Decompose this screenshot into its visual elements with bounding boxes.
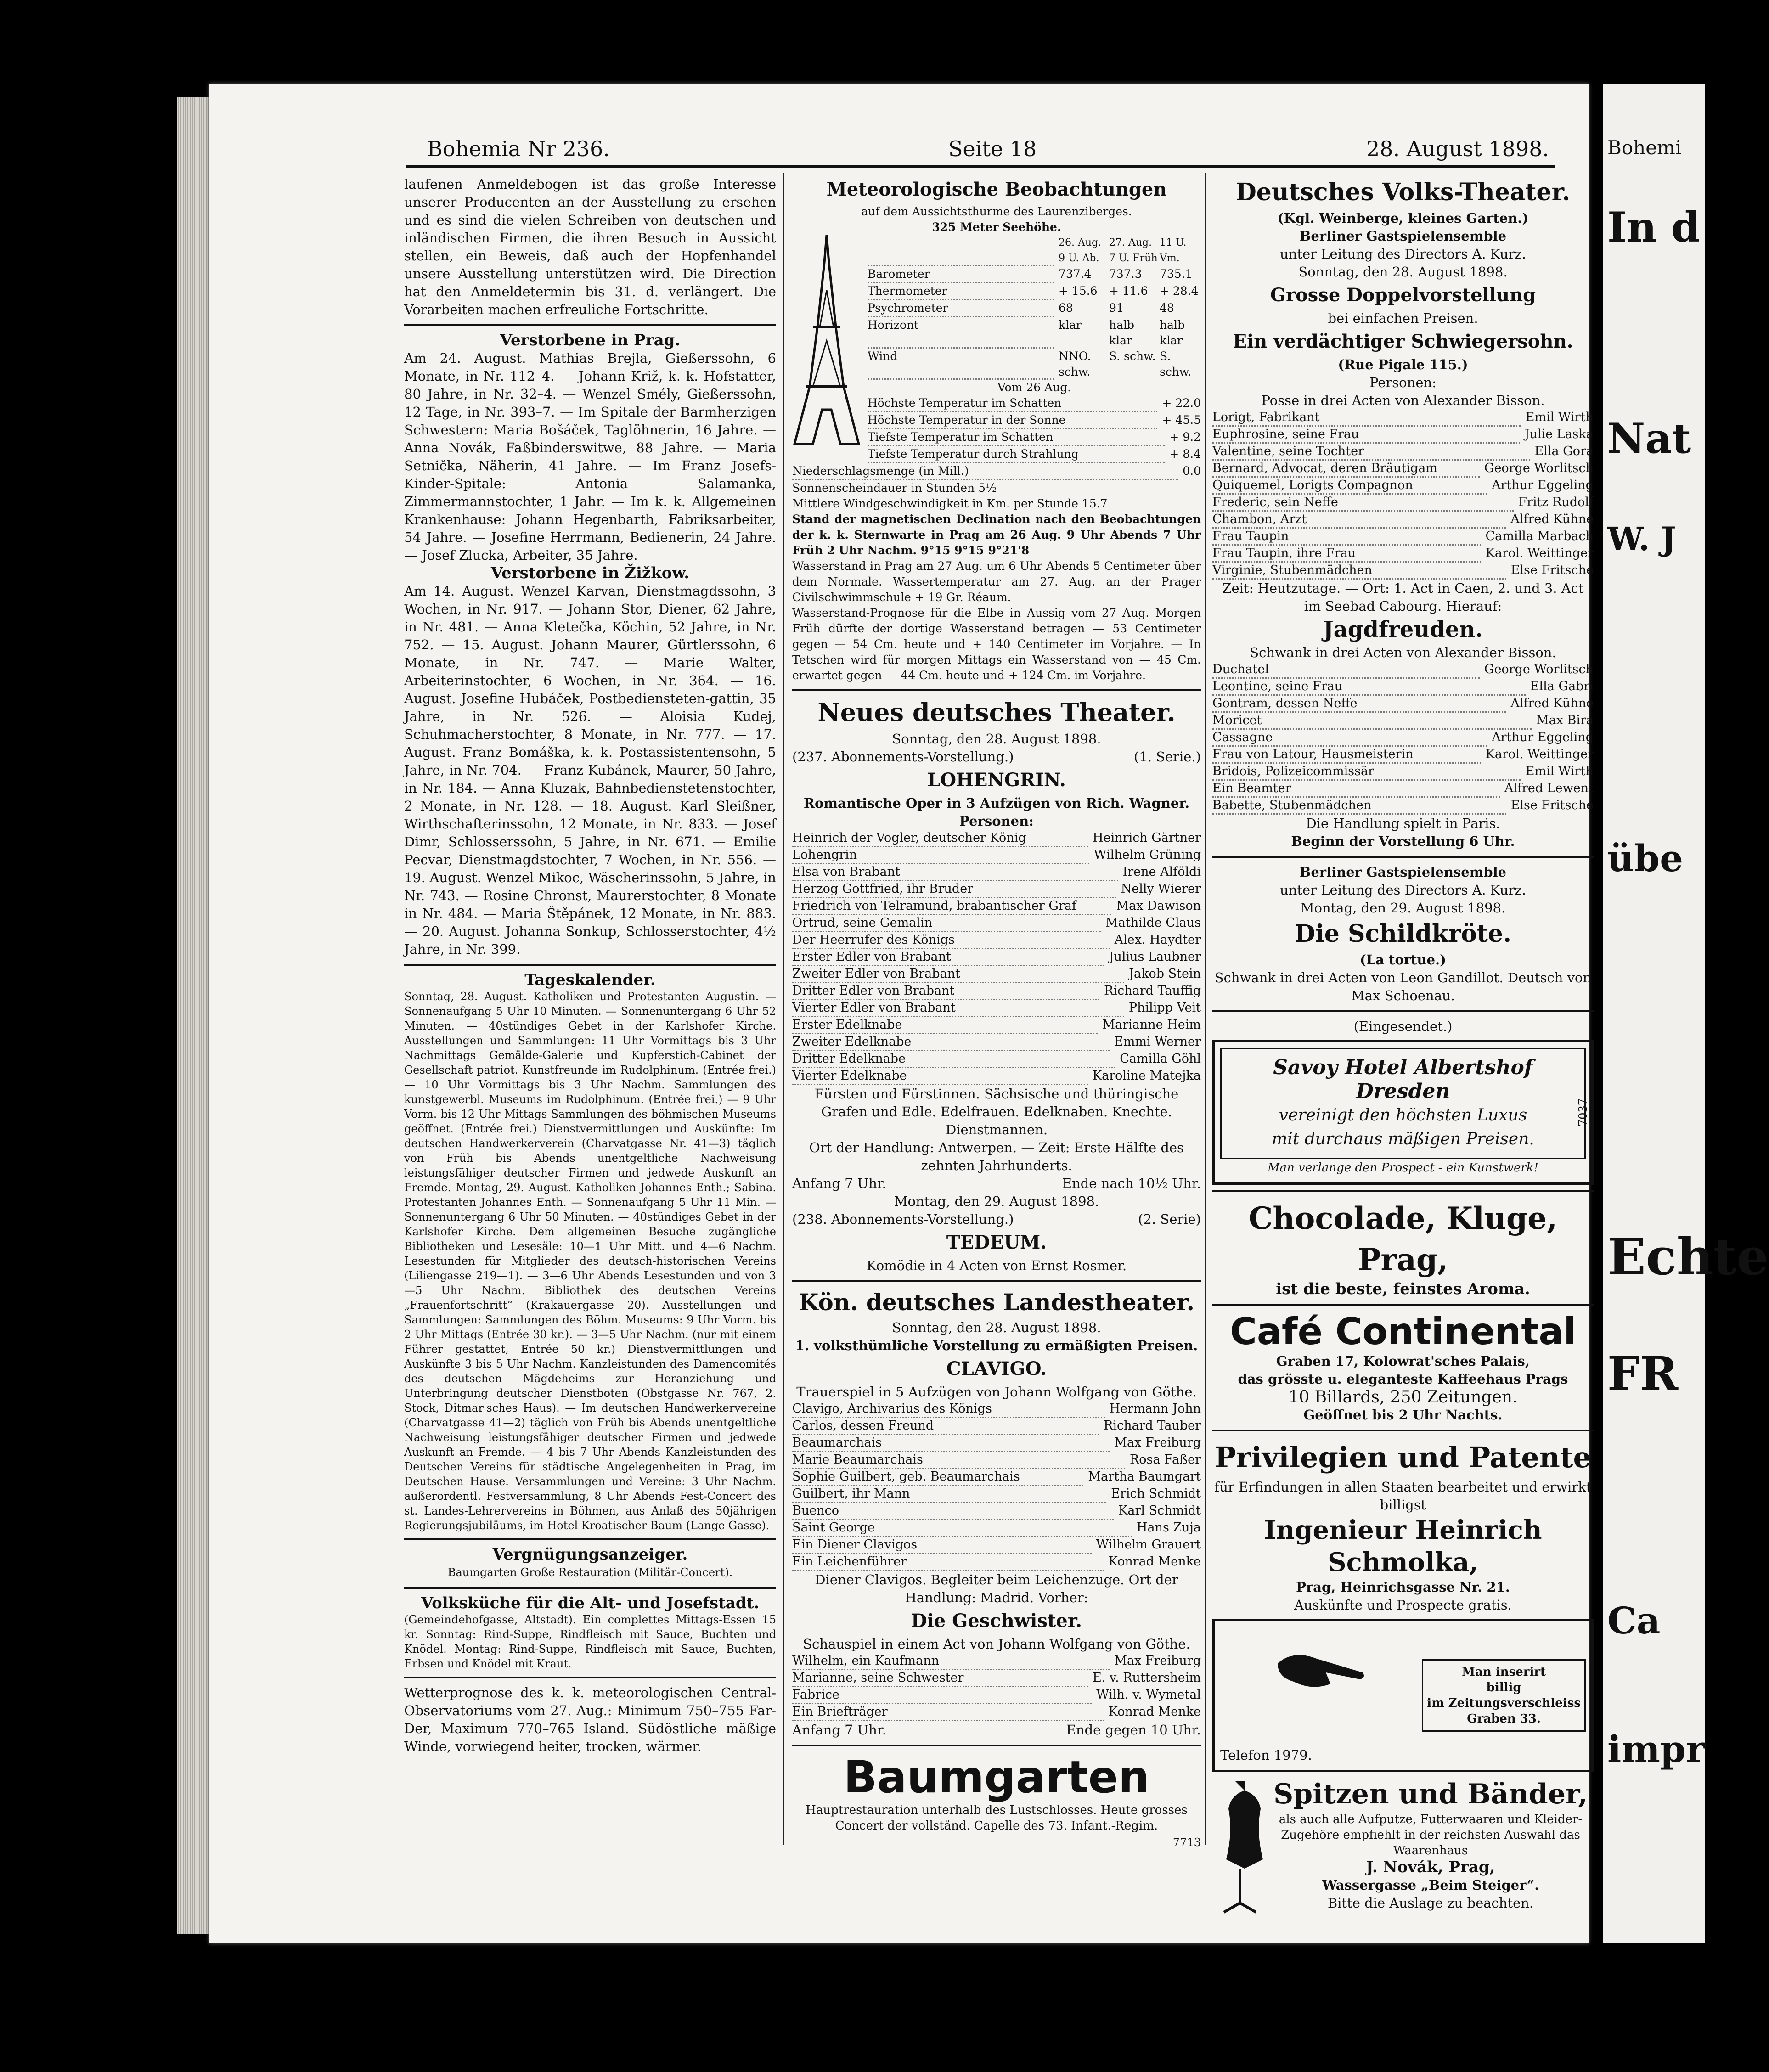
deaths-prag-text: Am 24. August. Mathias Brejla, Gießerssohn, 6 Monate, in Nr. 112–4. — Johann Križ, k. k. Hofstatter, 80 Jahre, in Nr. 32–4. — Wenzel Smély, Gießerssohn, 12 Tage, in Nr. 393–7. — Im Spitale der Barmherzigen Schwestern: Maria Bošáček, Taglöhnerin, 16 Jahre. — Anna Novák, Faßbinderswitwe, 88 Jahre. — Maria Setnička, Näherin, 41 Jahre. — Im Franz Josefs-Kinder-Spitale: Antonia Salamanka, Zimmermannstochter, 1 Jahr. — Im k. k. Allgemeinen Krankenhause: Johann Hegenbarth, Fabriksarbeiter, 54 Jahre. — Josefine Herrmann, Bedienerin, 24 Jahre. — Josef Zlucka, Arbeiter, 35 Jahre. <box>404 350 776 563</box>
prognose-text: Wasserstand-Prognose für die Elbe in Aussig vom 27 Aug. Morgen Früh dürfte der dortige Wasserstand betragen — 53 Centimeter gegen — 54 Cm. heute und + 140 Centimeter im Vorjahre. — In Tetschen wird für morgen Mittags ein Wasserstand von — 45 Cm. erwartet gegen — 44 Cm. heute und + 124 Cm. im Vorjahre. <box>792 606 1201 682</box>
met-table: 26. Aug. 9 U. Ab. 27. Aug. 7 U. Früh 11 U. Vm. Barometer 737.4 737.3 735.1 Thermometer + 15.6 + 11.6 + 28.4 Psychrometer 68 91 48 Horizont klar halb klar halb klar Wind NNO. schw. S. schw. S. schw. Vom 26 Aug. Höchste Temperatur im Schatten + 22.0 Höchste Temperatur in der Sonne + 45.5 Tiefste Temperatur im Schatten + 9.2 Tiefste Temperatur durch Strahlung + 8.4 Niederschlagsmenge (in Mill.) 0.0 Sonnenscheindauer in Stunden 5½ Mittlere Windgeschwindigkeit in Km. per Stunde 15.7 <box>792 235 1201 512</box>
header-left: Bohemia Nr 236. <box>427 136 610 161</box>
eiffel-tower-icon <box>792 235 861 446</box>
chocolade-title: Chocolade, Kluge, Prag, <box>1248 1200 1558 1278</box>
savoy-ad: Savoy Hotel Albertshof Dresden vereinigt den höchsten Luxus mit durchaus mäßigen Preisen. Man verlange den Prospect - ein Kunstwerk! 7037 <box>1212 1040 1594 1185</box>
vergnuegung-title: Vergnügungsanzeiger. <box>492 1545 688 1564</box>
ndt-title: Neues deutsches Theater. <box>817 698 1176 727</box>
spitzen-title: Spitzen und Bänder, <box>1273 1778 1588 1810</box>
tageskalender-title: Tageskalender. <box>524 971 656 989</box>
column-middle: Meteorologische Beobachtungen auf dem Aussichtsthurme des Laurenziberges. 325 Meter Seehöhe. 26. Aug. 9 U. Ab. 27. Aug. 7 U. Früh 11 U. Vm. Barometer 737.4 737.3 735.1 Thermometer + 15.6 + 11.6 + 28.4 Psychrometer 68 91 48 Horizont klar halb klar halb klar Wind NNO. schw. S. schw. S. schw. Vom 26 Aug. Höchste Temperatur im Schatten + 22.0 Höchste Temperatur in der Sonne + 45.5 Tiefste Temperatur im Schatten + 9.2 Tiefste Temperatur durch Strahlung + 8.4 Niederschlagsmenge (in Mill.) 0.0 Sonnenscheindauer in Stunden 5½ Mittlere Windgeschwindigkeit in Km. per Stunde 15.7 Stand der magnetischen Declination nach den Beobachtungen der k. k. Sternwarte in Prag am 26 Aug. 9 Uhr Abends 7 Uhr Früh 2 Uhr Nachm. 9°15 9°15 9°21'8 Wasserstand in Prag am 27 Aug. um 6 Uhr Abends 5 Centimeter über dem Normale. Wassertemperatur am 27. Aug. an der Prager Civilschwimmschule + 19 Gr. Réaum. Wasserstand-Prognose für die Elbe in Aussig vom 27 Aug. Morgen Früh dürfte der dortige Wasserstand betragen — 53 Centimeter gegen — 54 Cm. heute und + 140 Centimeter im Vorjahre. — In Tetschen wird für morgen Mittags ein Wasserstand von — 45 Cm. erwartet gegen — 44 Cm. heute und + 124 Cm. im Vorjahre. Neues deutsches Theater. Sonntag, den 28. August 1898. (237. Abonnements-Vorstellung.) (1. Serie.) LOHENGRIN. Romantische Oper in 3 Aufzügen von Rich. Wagner. Personen: Heinrich der Vogler, deutscher König Heinrich Gärtner Lohengrin Wilhelm Grüning Elsa von Brabant Irene Alföldi Herzog Gottfried, ihr Bruder Nelly Wierer Friedrich von Telramund, brabantischer Graf Max Dawison Ortrud, seine Gemalin Mathilde Claus Der Heerrufer des Königs Alex. Haydter Erster Edler von Brabant Julius Laubner Zweiter Edler von Brabant Jakob Stein Dritter Edler von Brabant Richard Tauffig Vierter Edler von Brabant Philipp Veit Erster Edelknabe Marianne Heim Zweiter Edelknabe Emmi Werner Dritter Edelknabe Camilla Göhl Vierter Edelknabe Karoline Matejka Fürsten und Fürstinnen. Sächsische und thüringische Grafen und Edle. Edelfrauen. Edelknaben. Knechte. Dienstmannen. Ort der Handlung: Antwerpen. — Zeit: Erste Hälfte des zehnten Jahrhunderts. Anfang 7 Uhr. Ende nach 10½ Uhr. Montag, den 29. August 1898. (238. Abonnements-Vorstellung.) (2. Serie) TEDEUM. Komödie in 4 Acten von Ernst Rosmer. Kön. deutsches Landestheater. Sonntag, den 28. August 1898. 1. volksthümliche Vorstellung zu ermäßigten Preisen. CLAVIGO. Trauerspiel in 5 Aufzügen von Johann Wolfgang von Göthe. Clavigo, Archivarius des Königs Hermann John Carlos, dessen Freund Richard Tauber Beaumarchais Max Freiburg Marie Beaumarchais Rosa Faßer Sophie Guilbert, geb. Beaumarchais Martha Baumgart Guilbert, ihr Mann Erich Schmidt Buenco Karl Schmidt Saint George Hans Zuja Ein Diener Clavigos Wilhelm Grauert Ein Leichenführer Konrad Menke Diener Clavigos. Begleiter beim Leichenzuge. Ort der Handlung: Madrid. Vorher: Die Geschwister. Schauspiel in einem Act von Johann Wolfgang von Göthe. Wilhelm, ein Kaufmann Max Freiburg Marianne, seine Schwester E. v. Ruttersheim Fabrice Wilh. v. Wymetal Ein Briefträger Konrad Menke Anfang 7 Uhr. Ende gegen 10 Uhr. Baumgarten Hauptrestauration unterhalb des Lustschlosses. Heute grosses Concert der vollständ. Capelle des 73. Infant.-Regim. 7713 <box>792 175 1201 1852</box>
klt-cast2: Wilhelm, ein Kaufmann Max Freiburg Marianne, seine Schwester E. v. Ruttersheim Fabrice Wilh. v. Wymetal Ein Briefträger Konrad Menke <box>792 1653 1201 1721</box>
intro-text: laufenen Anmeldebogen ist das große Interesse unserer Producenten an der Ausstellung zu ersehen und es sind die vielen Schreiben von deutschen und inländischen Firmen, die ihren Besuch in Aussicht stellen, ein Beweis, daß auch der Hopfenhandel unsere Ausstellung unterstützen wird. Die Direction hat den Anmeldetermin bis 31. d. verlängert. Die Vorarbeiten machen erfreuliche Fortschritte. <box>404 176 776 317</box>
wetterprognose-text: Wetterprognose des k. k. meteorologischen Central-Observatoriums vom 27. Aug.: Minimum 750–755 Far-Der, Maximum 770–765 Island. Südöstliche mäßige Winde, vorwiegend heiter, trocken, wärmer. <box>404 1685 776 1754</box>
column-divider <box>1205 173 1206 1845</box>
ndt-play: LOHENGRIN. <box>927 769 1066 791</box>
dvt-title: Deutsches Volks-Theater. <box>1235 178 1571 206</box>
dvt-play: Ein verdächtiger Schwiegersohn. <box>1233 331 1573 352</box>
tageskalender-text: Sonntag, 28. August. Katholiken und Protestanten Augustin. — Sonnenaufgang 5 Uhr 10 Minuten. — Sonnenuntergang 6 Uhr 52 Minuten. — 40stündiges Gebet in der Karlshofer Kirche. Ausstellungen und Sammlungen: 11 Uhr Vormittags bis 3 Uhr Nachmittags Gemälde-Galerie und Kupferstich-Cabinet der Gesellschaft patriot. Kunstfreunde im Rudolphinum. (Entrée frei.) — 10 Uhr Vormittags bis 3 Uhr Nachm. Sammlungen des kunstgewerbl. Museums im Rudolphinum. (Entrée frei.) — 9 Uhr Vorm. bis 12 Uhr Mittags Sammlungen des böhmischen Museums geöffnet. (Entrée frei.) Dienstvermittlungen und Auskünfte: Im deutschen Handwerkerverein (Charvatgasse Nr. 41—3) täglich von Früh bis Abends unentgeltliche Nachweisung leistungsfähiger deutscher Firmen und jedwede Auskunft an Fremde. Montag, 29. August. Katholiken Johannes Enth.; Sabina. Protestanten Johannes Enth. — Sonnenaufgang 5 Uhr 11 Min. — Sonnenuntergang 6 Uhr 50 Minuten. — 40stündiges Gebet in der Karlshofer Kirche. Dem allgemeinen Besuche zugängliche Bibliotheken und Lesesäle: 10—1 Uhr Mitt. und 4—6 Nachm. Lesestunden für Mitglieder des deutsch-historischen Vereins (Liliengasse 219—1). — 3—6 Uhr Abends Lesestunden und von 3—5 Uhr Nachm. Bibliothek des deutschen Vereins „Frauenfortschritt“ (Krakauergasse 20). Ausstellungen und Sammlungen: Sammlungen des Böhm. Museums: 9 Uhr Vorm. bis 2 Uhr Mittags (Entrée 30 kr.). — 3—5 Uhr Nachm. (nur mit einem Führer gestattet, Entrée 50 kr.) Dienstvermittlungen und Auskünfte 3 bis 5 Uhr Nachm. Kanzleistunden des Damencomités des deutschen Mägdeheims zur Heranziehung und Unterbringung deutscher Dienstboten (Obstgasse Nr. 767, 2. Stock, Ditmar'sches Haus). — Im deutschen Handwerkervereine (Charvatgasse 41—2) täglich von Früh bis Abends unentgeltliche Nachweisung leistungsfähiger deutscher Firmen und jedwede Auskunft an Fremde. — 4 bis 7 Uhr Abends Kanzleistunden des Deutschen Vereins für städtische Angelegenheiten in Prag, im Deutschen Hause. Versammlungen und Vereine: 3 Uhr Nachm. außerordentl. Festversammlung, 8 Uhr Abends Fest-Concert des st. Landes-Lehrervereins in Böhmen, aus Anlaß des 50jährigen Regierungsjubiläums, im Hotel Kroatischer Baum (Lange Gasse). <box>404 990 776 1532</box>
met-row: Barometer 737.4 737.3 735.1 <box>868 266 1201 283</box>
deaths-zizkow-text: Am 14. August. Wenzel Karvan, Dienstmagdssohn, 3 Wochen, in Nr. 917. — Johann Stor, Diener, 62 Jahre, in Nr. 481. — Anna Kletečka, Köchin, 52 Jahre, in Nr. 752. — 15. August. Johann Maurer, Gürtlerssohn, 6 Monate, in Nr. 747. — Marie Walter, Arbeiterinstochter, 6 Wochen, in Nr. 364. — 16. August. Josefine Hubáček, Postbediensteten-gattin, 35 Jahre, in Nr. 526. — Aloisia Kudej, Schuhmacherstochter, 8 Monate, in Nr. 777. — 17. August. Franz Bomáška, k. k. Postassistentensohn, 5 Jahre, in Nr. 704. — Franz Kubánek, Maurer, 50 Jahre, in Nr. 184. — Anna Kluzak, Bahnbedienstetenstochter, 2 Monate, in Nr. 128. — 18. August. Karl Sleißner, Wirthschafterinssohn, 12 Monate, in Nr. 833. — Josef Dimr, Schlosserssohn, 5 Jahre, in Nr. 671. — Emilie Pecvar, Dienstmagdstochter, 7 Wochen, in Nr. 556. — 19. August. Wenzel Mikoc, Wäscherinssohn, 5 Jahre, in Nr. 743. — Rosine Chronst, Maurerstochter, 8 Monate in Nr. 484. — Maria Štěpánek, 12 Monate, in Nr. 883. — 20. August. Johanna Sonkup, Schlosserstochter, 4½ Jahre, in Nr. 399. <box>404 583 776 957</box>
met-row: Tiefste Temperatur durch Strahlung + 8.4 <box>868 446 1201 463</box>
met-row: Niederschlagsmenge (in Mill.) 0.0 <box>792 463 1201 480</box>
header-right: 28. August 1898. <box>1366 136 1549 161</box>
adjacent-page-fragment: Bohemi In d Nat W. J übe Echte FR Ca impr <box>1603 84 1705 1943</box>
klt-play2: Die Geschwister. <box>911 1610 1082 1632</box>
column-divider <box>783 173 784 1845</box>
spitzen-ad: Spitzen und Bänder, als auch alle Aufputze, Futterwaaren und Kleider-Zugehöre empfiehlt in der reichsten Auswahl das Waarenhaus J. Novák, Prag, Wassergasse „Beim Steiger“. Bitte die Auslage zu beachten. <box>1212 1777 1594 1914</box>
wasserstand-text: Wasserstand in Prag am 27 Aug. um 6 Uhr Abends 5 Centimeter über dem Normale. Wassertemperatur am 27. Aug. an der Prager Civilschwimmschule + 19 Gr. Réaum. <box>792 559 1201 604</box>
klt-play: CLAVIGO. <box>946 1358 1047 1379</box>
header-center: Seite 18 <box>948 136 1037 161</box>
met-row: Psychrometer 68 91 48 <box>868 300 1201 317</box>
met-row: Tiefste Temperatur im Schatten + 9.2 <box>868 429 1201 446</box>
met-row: Höchste Temperatur im Schatten + 22.0 <box>868 395 1201 412</box>
ndt-cast: Heinrich der Vogler, deutscher König Heinrich Gärtner Lohengrin Wilhelm Grüning Elsa von Brabant Irene Alföldi Herzog Gottfried, ihr Bruder Nelly Wierer Friedrich von Telramund, brabantischer Graf Max Dawison Ortrud, seine Gemalin Mathilde Claus Der Heerrufer des Königs Alex. Haydter Erster Edler von Brabant Julius Laubner Zweiter Edler von Brabant Jakob Stein Dritter Edler von Brabant Richard Tauffig Vierter Edler von Brabant Philipp Veit Erster Edelknabe Marianne Heim Zweiter Edelknabe Emmi Werner Dritter Edelknabe Camilla Göhl Vierter Edelknabe Karoline Matejka <box>792 830 1201 1085</box>
patente-title: Privilegien und Patente <box>1215 1441 1591 1474</box>
dvt2-play: Die Schildkröte. <box>1294 920 1512 948</box>
dress-form-icon <box>1212 1777 1268 1914</box>
met-altitude: 325 Meter Seehöhe. <box>932 220 1061 234</box>
dvt-play2: Jagdfreuden. <box>1323 617 1483 642</box>
magnetic-text: Stand der magnetischen Declination nach den Beobachtungen der k. k. Sternwarte in Prag am 26 Aug. 9 Uhr Abends 7 Uhr Früh 2 Uhr Nachm. 9°15 9°15 9°21'8 <box>792 512 1201 557</box>
met-row: Höchste Temperatur in der Sonne + 45.5 <box>868 412 1201 429</box>
vergnuegung-text: Baumgarten Große Restauration (Militär-Concert). <box>447 1566 733 1579</box>
deaths-zizkow-title: Verstorbene in Žižkow. <box>490 564 690 582</box>
deaths-prag-title: Verstorbene in Prag. <box>500 331 681 349</box>
dvt-cast: Lorigt, Fabrikant Emil Wirth Euphrosine, seine Frau Julie Laska Valentine, seine Tochter Ella Gora Bernard, Advocat, deren Bräutigam George Worlitsch Quiquemel, Lorigts Compagnon Arthur Eggeling Frederic, sein Neffe Fritz Rudolf Chambon, Arzt Alfred Kühne Frau Taupin Camilla Marbach Frau Taupin, ihre Frau Karol. Weittinger Virginie, Stubenmädchen Else Fritsche <box>1212 410 1594 580</box>
met-subtitle: auf dem Aussichtsthurme des Laurenziberges. <box>861 205 1132 218</box>
met-row: Wind NNO. schw. S. schw. S. schw. <box>868 349 1201 380</box>
column-left <box>404 175 776 1756</box>
page-header <box>209 136 1589 164</box>
pointing-hand-icon <box>1275 1640 1367 1691</box>
met-row: Horizont klar halb klar halb klar <box>868 317 1201 349</box>
klt-cast: Clavigo, Archivarius des Königs Hermann John Carlos, dessen Freund Richard Tauber Beaumarchais Max Freiburg Marie Beaumarchais Rosa Faßer Sophie Guilbert, geb. Beaumarchais Martha Baumgart Guilbert, ihr Mann Erich Schmidt Buenco Karl Schmidt Saint George Hans Zuja Ein Diener Clavigos Wilhelm Grauert Ein Leichenführer Konrad Menke <box>792 1401 1201 1571</box>
column-right: Deutsches Volks-Theater. (Kgl. Weinberge, kleines Garten.) Berliner Gastspielensemble unter Leitung des Directors A. Kurz. Sonntag, den 28. August 1898. Grosse Doppelvorstellung bei einfachen Preisen. Ein verdächtiger Schwiegersohn. (Rue Pigale 115.) Personen: Posse in drei Acten von Alexander Bisson. Lorigt, Fabrikant Emil Wirth Euphrosine, seine Frau Julie Laska Valentine, seine Tochter Ella Gora Bernard, Advocat, deren Bräutigam George Worlitsch Quiquemel, Lorigts Compagnon Arthur Eggeling Frederic, sein Neffe Fritz Rudolf Chambon, Arzt Alfred Kühne Frau Taupin Camilla Marbach Frau Taupin, ihre Frau Karol. Weittinger Virginie, Stubenmädchen Else Fritsche Zeit: Heutzutage. — Ort: 1. Act in Caen, 2. und 3. Act im Seebad Cabourg. Hierauf: Jagdfreuden. Schwank in drei Acten von Alexander Bisson. Duchatel George Worlitsch Leontine, seine Frau Ella Gabri Gontram, dessen Neffe Alfred Kühne Moricet Max Bira Cassagne Arthur Eggeling Frau von Latour, Hausmeisterin Karol. Weittinger Bridois, Polizeicommissär Emil Wirth Ein Beamter Alfred Lewent Babette, Stubenmädchen Else Fritsche Die Handlung spielt in Paris. Beginn der Vorstellung 6 Uhr. Berliner Gastspielensemble unter Leitung des Directors A. Kurz. Montag, den 29. August 1898. Die Schildkröte. (La tortue.) Schwank in drei Acten von Leon Gandillot. Deutsch von Max Schoenau. (Eingesendet.) Savoy Hotel Albertshof Dresden vereinigt den höchsten Luxus mit durchaus mäßigen Preisen. Man verlange den Prospect - ein Kunstwerk! 7037 Chocolade, Kluge, Prag, ist die beste, feinstes Aroma. Café Continental Graben 17, Kolowrat'sches Palais, das grösste u. eleganteste Kaffeehaus Prags 10 Billards, 250 Zeitungen. Geöffnet bis 2 Uhr Nachts. Privilegien und Patente für Erfindungen in allen Staaten bearbeitet und erwirkt billigst Ingenieur Heinrich Schmolka, Prag, Heinrichsgasse Nr. 21. Auskünfte und Prospecte gratis. Telefon 1979. Man inserirt billig im Zeitungsverschleiss Graben 33. Spitzen und Bänder, als auch alle Aufputze, Futterwaaren und Kleider-Zugehöre empfiehlt in der reichsten Auswahl das Waarenhaus J. Novák, Prag, Wassergasse „Beim Steiger“. Bitte die Auslage zu beachten. <box>1212 175 1594 1914</box>
ndt2-play: TEDEUM. <box>946 1232 1047 1253</box>
newspaper-page <box>209 84 1594 1943</box>
met-title: Meteorologische Beobachtungen <box>826 179 1167 200</box>
header-rule <box>406 165 1555 168</box>
page-edge-stack <box>177 97 209 1934</box>
volkskueche-text: (Gemeindehofgasse, Altstadt). Ein complettes Mittags-Essen 15 kr. Sonntag: Rind-Suppe, Rindfleisch mit Sauce, Buchten und Knödel. Montag: Rind-Suppe, Rindfleisch mit Sauce, Buchten, Erbsen und Knödel mit Kraut. <box>404 1613 776 1670</box>
cafe-title: Café Continental <box>1230 1310 1576 1353</box>
met-row: Thermometer + 15.6 + 11.6 + 28.4 <box>868 283 1201 300</box>
baumgarten-title: Baumgarten <box>843 1751 1150 1803</box>
dvt-cast2: Duchatel George Worlitsch Leontine, seine Frau Ella Gabri Gontram, dessen Neffe Alfred Kühne Moricet Max Bira Cassagne Arthur Eggeling Frau von Latour, Hausmeisterin Karol. Weittinger Bridois, Polizeicommissär Emil Wirth Ein Beamter Alfred Lewent Babette, Stubenmädchen Else Fritsche <box>1212 662 1594 815</box>
klt-title: Kön. deutsches Landestheater. <box>799 1289 1194 1316</box>
insert-ad: Telefon 1979. Man inserirt billig im Zeitungsverschleiss Graben 33. <box>1212 1619 1594 1772</box>
volkskueche-title: Volksküche für die Alt- und Josefstadt. <box>421 1594 760 1612</box>
baumgarten-text: Hauptrestauration unterhalb des Lustschlosses. Heute grosses Concert der vollständ. Capelle des 73. Infant.-Regim. <box>806 1803 1188 1833</box>
